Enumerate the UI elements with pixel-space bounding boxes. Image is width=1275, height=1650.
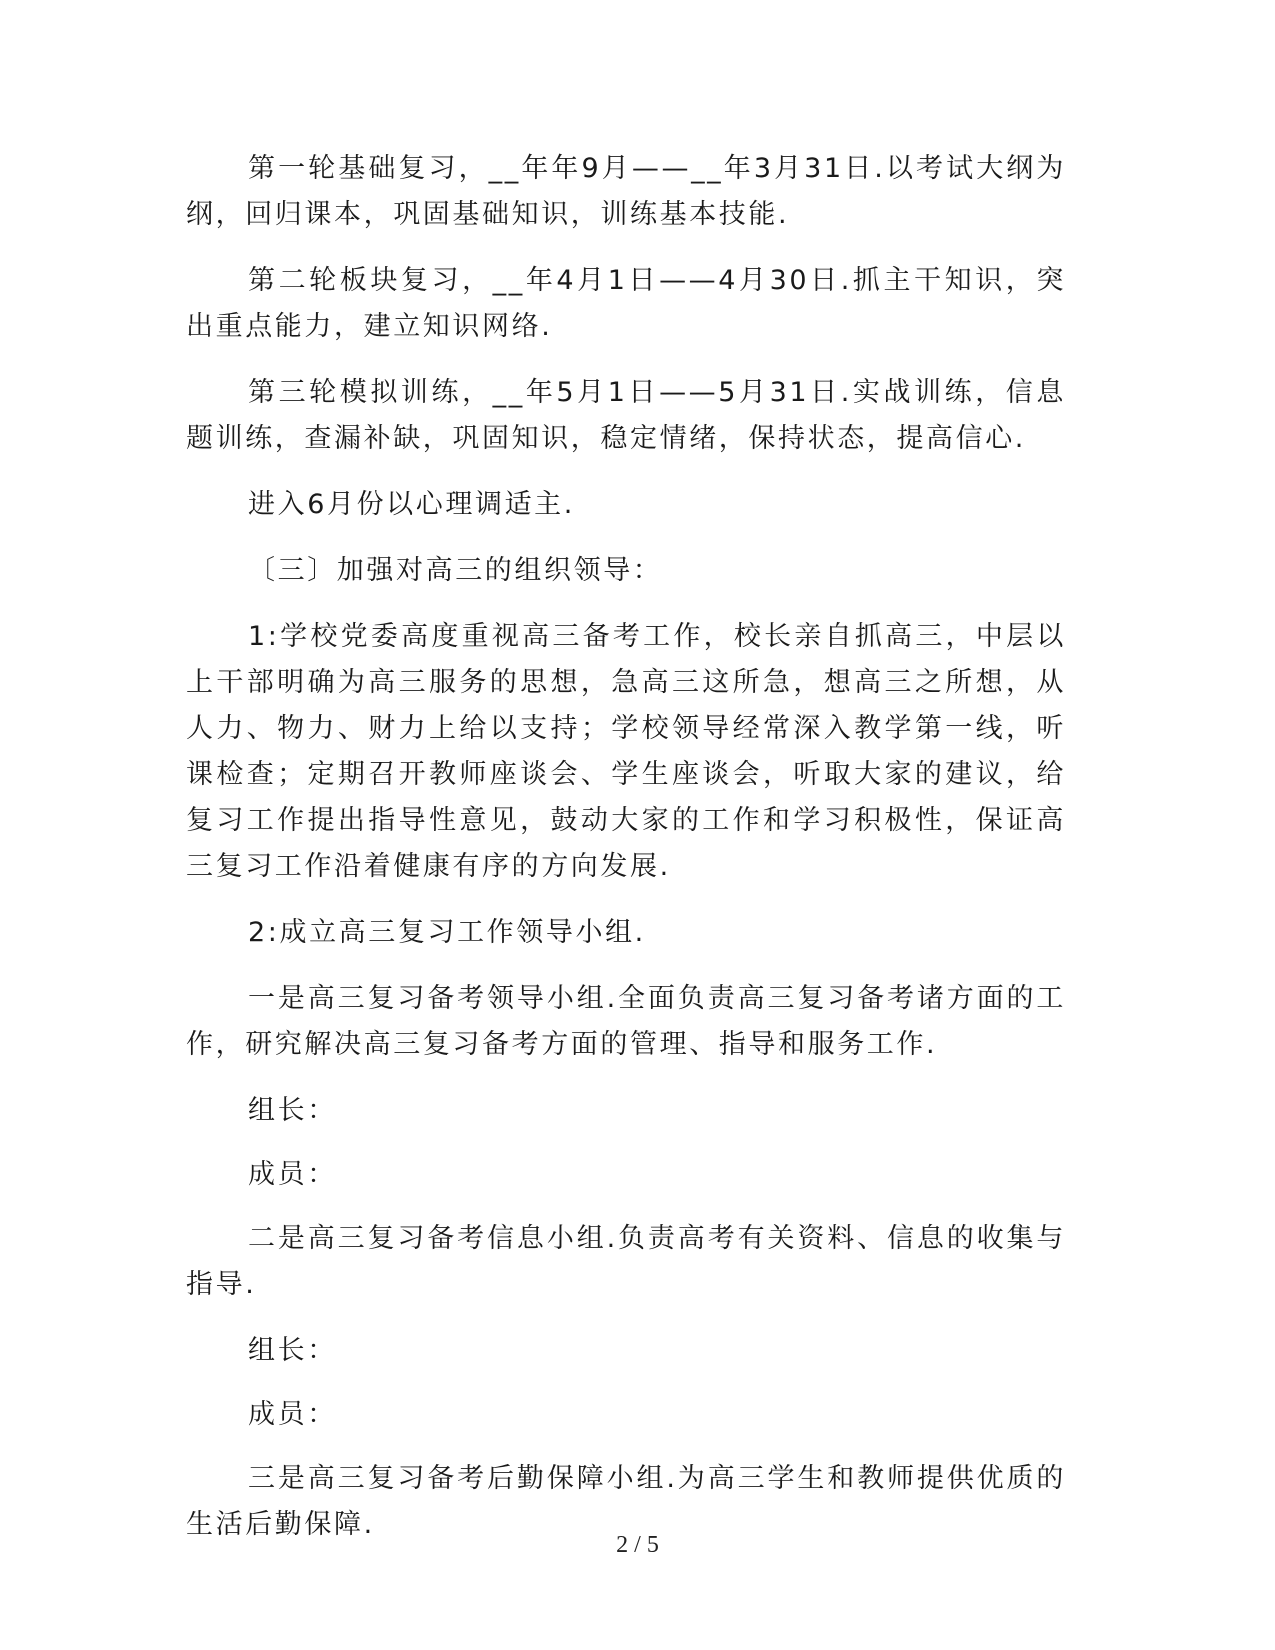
paragraph-logistics-group: 三是高三复习备考后勤保障小组.为高三学生和教师提供优质的生活后勤保障. [186, 1463, 1066, 1540]
paragraph-item-2-group: 2:成立高三复习工作领导小组. [248, 917, 646, 948]
label-members-2: 成员： [248, 1399, 337, 1430]
label-members-1: 成员： [248, 1159, 337, 1190]
page-number: 2 / 5 [616, 1532, 659, 1558]
paragraph-item-1-leadership: 1:学校党委高度重视高三备考工作，校长亲自抓高三，中层以上干部明确为高三服务的思想，急高三这所急，想高三之所想，从人力、物力、财力上给以支持；学校领导经常深入教学第一线，听课检查；定期召开教师座谈会、学生座谈会，听取大家的建议，给复习工作提出指导性意见，鼓动大家的工作和学习积极性，保证高三复习工作沿着健康有序的方向发展. [186, 621, 1066, 882]
paragraph-information-group: 二是高三复习备考信息小组.负责高考有关资料、信息的收集与指导. [186, 1223, 1066, 1300]
label-group-leader-2: 组长： [248, 1335, 337, 1366]
document-body [186, 146, 1066, 1568]
label-group-leader-1: 组长： [248, 1095, 337, 1126]
paragraph-june-adjustment: 进入6月份以心理调适主. [248, 489, 575, 520]
paragraph-first-round-review: 第一轮基础复习，__年年9月——__年3月31日.以考试大纲为纲，回归课本，巩固基础知识，训练基本技能. [186, 153, 1066, 230]
section-heading-organization: 〔三〕加强对高三的组织领导： [248, 555, 663, 586]
paragraph-second-round-review: 第二轮板块复习，__年4月1日——4月30日.抓主干知识，突出重点能力，建立知识网络. [186, 265, 1066, 342]
paragraph-third-round-training: 第三轮模拟训练，__年5月1日——5月31日.实战训练，信息题训练，查漏补缺，巩固知识，稳定情绪，保持状态，提高信心. [186, 377, 1066, 454]
paragraph-leadership-group: 一是高三复习备考领导小组.全面负责高三复习备考诸方面的工作，研究解决高三复习备考方面的管理、指导和服务工作. [186, 983, 1066, 1060]
